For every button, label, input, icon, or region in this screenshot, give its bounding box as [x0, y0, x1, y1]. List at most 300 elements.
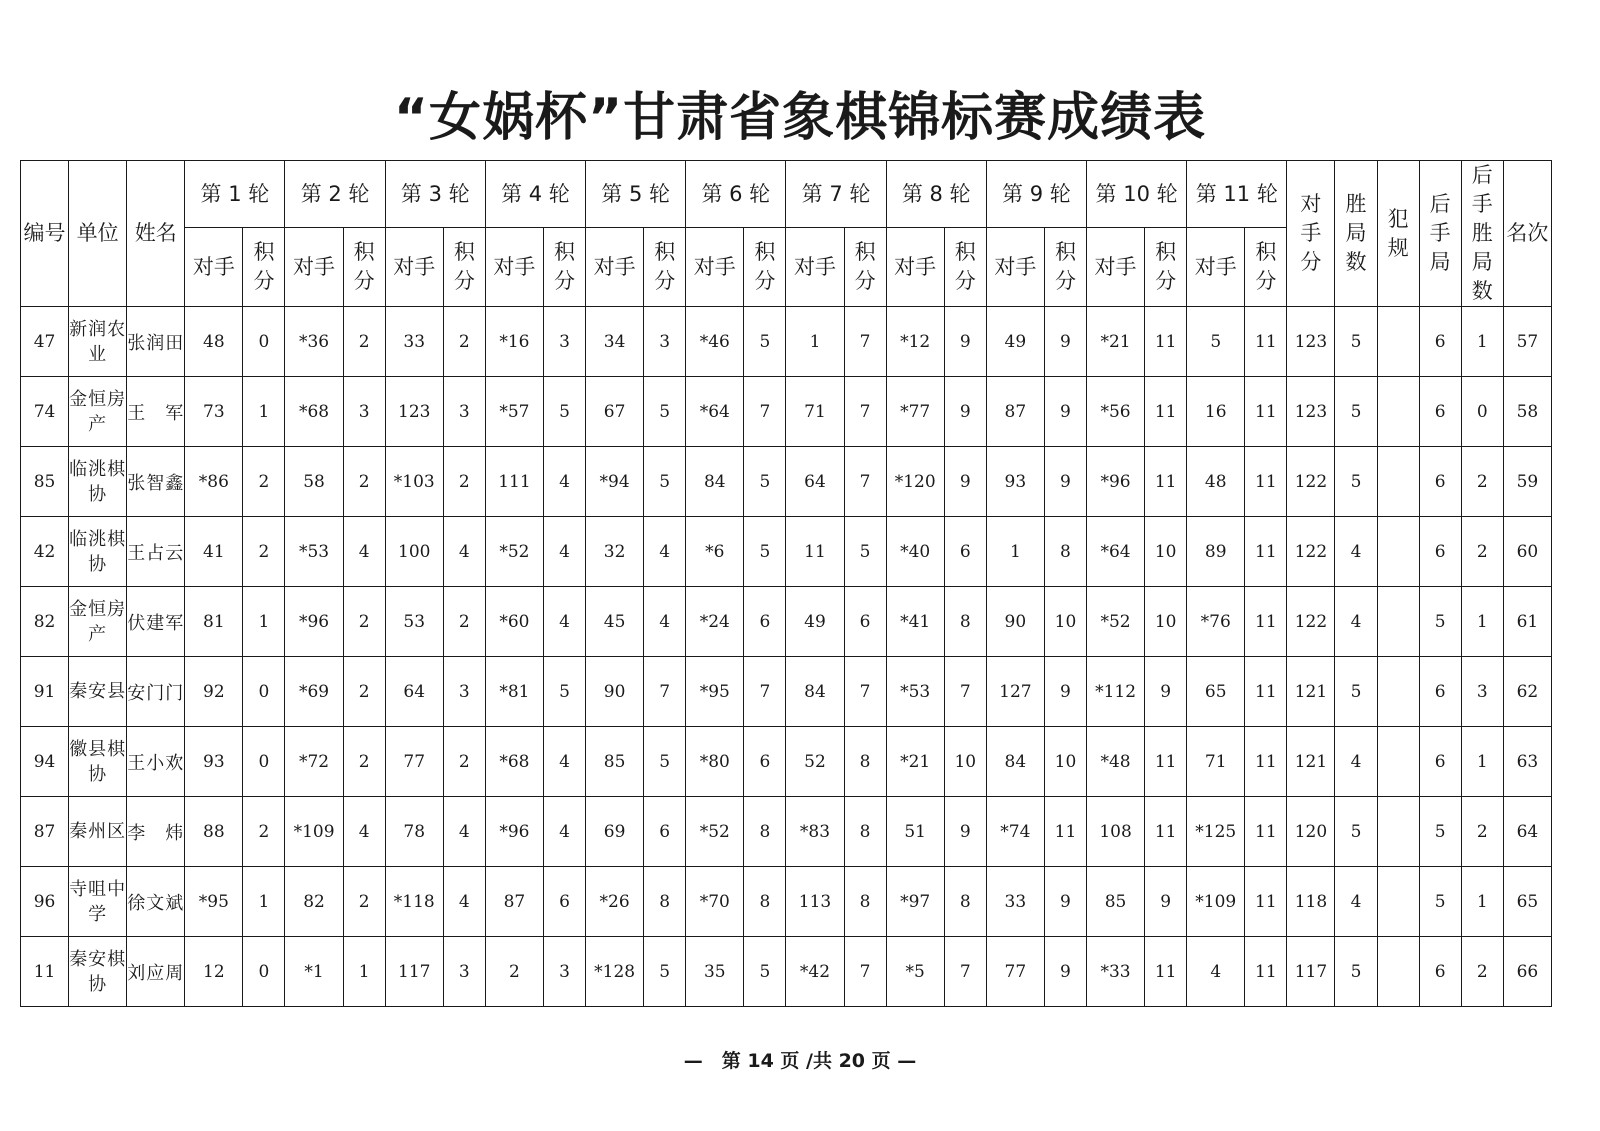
- opp-score: 122: [1287, 447, 1335, 517]
- header-points-label: 积分: [253, 240, 275, 293]
- black-games: 6: [1419, 377, 1461, 447]
- round-8-opponent: *40: [886, 517, 944, 587]
- round-10-opponent: *96: [1086, 447, 1144, 517]
- round-2-points: 2: [343, 587, 385, 657]
- round-8-points: 7: [944, 657, 986, 727]
- round-5-opponent: 69: [586, 797, 644, 867]
- round-6-points: 5: [744, 517, 786, 587]
- header-rank: 名次: [1503, 161, 1551, 307]
- round-10-points: 9: [1145, 867, 1187, 937]
- header-points: [744, 228, 786, 307]
- round-8-points: 9: [944, 377, 986, 447]
- round-9-points: 8: [1044, 517, 1086, 587]
- round-11-points: 11: [1245, 517, 1287, 587]
- header-points-label: 积分: [353, 240, 375, 293]
- round-8-points: 9: [944, 447, 986, 517]
- round-1-opponent: 88: [185, 797, 243, 867]
- table-body: [21, 307, 1552, 1007]
- round-9-points: 10: [1044, 727, 1086, 797]
- header-opponent: 对手: [1187, 228, 1245, 307]
- header-round-6: 第 6 轮: [686, 161, 786, 228]
- header-points-label: 积分: [453, 240, 475, 293]
- player-id: 47: [21, 307, 69, 377]
- header-points: [844, 228, 886, 307]
- header-points-label: 积分: [854, 240, 876, 293]
- round-11-points: 11: [1245, 657, 1287, 727]
- round-10-points: 11: [1145, 797, 1187, 867]
- round-9-opponent: *74: [986, 797, 1044, 867]
- rank: 62: [1503, 657, 1551, 727]
- table-row: [21, 587, 1552, 657]
- round-11-points: 11: [1245, 727, 1287, 797]
- player-id: 82: [21, 587, 69, 657]
- round-3-points: 3: [443, 657, 485, 727]
- round-3-points: 3: [443, 377, 485, 447]
- round-4-opponent: 111: [485, 447, 543, 517]
- fouls: [1377, 517, 1419, 587]
- round-5-points: 3: [644, 307, 686, 377]
- header-points-label: 积分: [1054, 240, 1076, 293]
- header-points: [1245, 228, 1287, 307]
- round-11-opponent: 48: [1187, 447, 1245, 517]
- round-8-opponent: *41: [886, 587, 944, 657]
- header-points: [443, 228, 485, 307]
- round-6-opponent: *70: [686, 867, 744, 937]
- round-6-opponent: *24: [686, 587, 744, 657]
- round-4-opponent: *81: [485, 657, 543, 727]
- round-4-points: 4: [543, 587, 585, 657]
- round-11-opponent: 16: [1187, 377, 1245, 447]
- round-4-points: 5: [543, 657, 585, 727]
- round-1-points: 1: [243, 867, 285, 937]
- fouls: [1377, 727, 1419, 797]
- player-id: 11: [21, 937, 69, 1007]
- black-wins: 3: [1461, 657, 1503, 727]
- header-points-label: 积分: [954, 240, 976, 293]
- round-6-points: 6: [744, 587, 786, 657]
- player-id: 42: [21, 517, 69, 587]
- round-5-opponent: 90: [586, 657, 644, 727]
- rank: 58: [1503, 377, 1551, 447]
- player-unit: 秦安棋协: [69, 937, 127, 1007]
- wins: 5: [1335, 447, 1377, 517]
- round-7-opponent: 71: [786, 377, 844, 447]
- round-1-opponent: 73: [185, 377, 243, 447]
- player-unit: 寺咀中学: [69, 867, 127, 937]
- round-11-opponent: 4: [1187, 937, 1245, 1007]
- round-6-points: 5: [744, 937, 786, 1007]
- round-1-opponent: *86: [185, 447, 243, 517]
- round-3-opponent: 77: [385, 727, 443, 797]
- header-opponent: 对手: [786, 228, 844, 307]
- round-9-points: 9: [1044, 447, 1086, 517]
- round-5-opponent: 45: [586, 587, 644, 657]
- table-row: [21, 447, 1552, 517]
- round-1-opponent: 93: [185, 727, 243, 797]
- header-opp-score-label: 对手分: [1300, 192, 1322, 274]
- round-9-opponent: 84: [986, 727, 1044, 797]
- header-points-label: 积分: [554, 240, 575, 293]
- header-round-11: 第 11 轮: [1187, 161, 1287, 228]
- round-2-points: 2: [343, 447, 385, 517]
- round-9-points: 9: [1044, 867, 1086, 937]
- round-11-points: 11: [1245, 587, 1287, 657]
- round-5-points: 4: [644, 517, 686, 587]
- round-11-opponent: 65: [1187, 657, 1245, 727]
- rank: 66: [1503, 937, 1551, 1007]
- header-id: 编号: [21, 161, 69, 307]
- table-row: [21, 517, 1552, 587]
- table-row: [21, 657, 1552, 727]
- fouls: [1377, 867, 1419, 937]
- fouls: [1377, 447, 1419, 517]
- round-4-opponent: *16: [485, 307, 543, 377]
- round-6-points: 8: [744, 867, 786, 937]
- round-11-points: 11: [1245, 937, 1287, 1007]
- round-11-points: 11: [1245, 377, 1287, 447]
- player-name: 伏建军: [127, 587, 185, 657]
- wins: 4: [1335, 727, 1377, 797]
- wins: 5: [1335, 377, 1377, 447]
- round-8-points: 7: [944, 937, 986, 1007]
- round-2-points: 4: [343, 517, 385, 587]
- round-3-points: 2: [443, 727, 485, 797]
- player-name: 王小欢: [127, 727, 185, 797]
- header-opponent: 对手: [686, 228, 744, 307]
- round-6-points: 8: [744, 797, 786, 867]
- round-3-opponent: 117: [385, 937, 443, 1007]
- round-1-points: 0: [243, 307, 285, 377]
- player-unit: 临洮棋协: [69, 447, 127, 517]
- wins: 5: [1335, 937, 1377, 1007]
- round-1-points: 2: [243, 447, 285, 517]
- header-fouls-label: 犯规: [1387, 206, 1409, 260]
- header-opponent: 对手: [886, 228, 944, 307]
- round-5-opponent: 67: [586, 377, 644, 447]
- opp-score: 122: [1287, 587, 1335, 657]
- player-id: 85: [21, 447, 69, 517]
- round-5-points: 8: [644, 867, 686, 937]
- round-4-points: 5: [543, 377, 585, 447]
- round-6-opponent: *64: [686, 377, 744, 447]
- opp-score: 123: [1287, 307, 1335, 377]
- wins: 5: [1335, 657, 1377, 727]
- round-4-opponent: *52: [485, 517, 543, 587]
- black-wins: 2: [1461, 517, 1503, 587]
- header-round-9: 第 9 轮: [986, 161, 1086, 228]
- black-wins: 1: [1461, 727, 1503, 797]
- round-9-opponent: 127: [986, 657, 1044, 727]
- black-wins: 2: [1461, 797, 1503, 867]
- black-games: 6: [1419, 727, 1461, 797]
- round-4-points: 4: [543, 517, 585, 587]
- header-points-label: 积分: [754, 240, 776, 293]
- round-1-points: 0: [243, 937, 285, 1007]
- round-10-points: 10: [1145, 587, 1187, 657]
- round-9-opponent: 49: [986, 307, 1044, 377]
- round-5-opponent: 34: [586, 307, 644, 377]
- round-2-opponent: *36: [285, 307, 343, 377]
- black-wins: 2: [1461, 447, 1503, 517]
- player-unit: 金恒房产: [69, 587, 127, 657]
- round-3-opponent: *103: [385, 447, 443, 517]
- player-name: 王占云: [127, 517, 185, 587]
- player-unit: 金恒房产: [69, 377, 127, 447]
- page-indicator: — 第 14 页 /共 20 页 —: [683, 1050, 917, 1072]
- round-8-opponent: *120: [886, 447, 944, 517]
- round-6-points: 7: [744, 657, 786, 727]
- round-8-points: 9: [944, 797, 986, 867]
- round-2-points: 3: [343, 377, 385, 447]
- opp-score: 117: [1287, 937, 1335, 1007]
- round-10-points: 10: [1145, 517, 1187, 587]
- round-5-points: 5: [644, 447, 686, 517]
- round-2-opponent: 82: [285, 867, 343, 937]
- player-id: 87: [21, 797, 69, 867]
- round-7-opponent: *42: [786, 937, 844, 1007]
- black-wins: 1: [1461, 307, 1503, 377]
- round-4-points: 3: [543, 937, 585, 1007]
- header-opponent: 对手: [285, 228, 343, 307]
- round-7-opponent: 113: [786, 867, 844, 937]
- round-8-points: 10: [944, 727, 986, 797]
- round-7-points: 8: [844, 727, 886, 797]
- round-9-opponent: 77: [986, 937, 1044, 1007]
- player-name: 王 军: [127, 377, 185, 447]
- round-4-points: 3: [543, 307, 585, 377]
- round-9-opponent: 87: [986, 377, 1044, 447]
- round-10-points: 11: [1145, 307, 1187, 377]
- rank: 57: [1503, 307, 1551, 377]
- black-games: 6: [1419, 517, 1461, 587]
- round-8-opponent: *53: [886, 657, 944, 727]
- header-points-label: 积分: [1155, 240, 1177, 293]
- round-11-opponent: *76: [1187, 587, 1245, 657]
- round-2-points: 2: [343, 867, 385, 937]
- round-2-points: 1: [343, 937, 385, 1007]
- table-row: [21, 937, 1552, 1007]
- round-7-points: 8: [844, 797, 886, 867]
- fouls: [1377, 937, 1419, 1007]
- header-wins-label: 胜局数: [1345, 192, 1367, 274]
- player-name: 张润田: [127, 307, 185, 377]
- rank: 59: [1503, 447, 1551, 517]
- round-11-points: 11: [1245, 867, 1287, 937]
- round-5-opponent: 32: [586, 517, 644, 587]
- round-5-points: 6: [644, 797, 686, 867]
- round-1-opponent: 81: [185, 587, 243, 657]
- round-7-opponent: 11: [786, 517, 844, 587]
- player-unit: 临洮棋协: [69, 517, 127, 587]
- header-opponent: 对手: [485, 228, 543, 307]
- round-2-opponent: *68: [285, 377, 343, 447]
- round-2-opponent: *69: [285, 657, 343, 727]
- round-3-points: 2: [443, 447, 485, 517]
- round-6-opponent: *95: [686, 657, 744, 727]
- round-8-opponent: *97: [886, 867, 944, 937]
- round-1-opponent: 48: [185, 307, 243, 377]
- header-wins: [1335, 161, 1377, 307]
- black-games: 5: [1419, 587, 1461, 657]
- round-7-opponent: *83: [786, 797, 844, 867]
- round-10-points: 11: [1145, 447, 1187, 517]
- round-7-opponent: 52: [786, 727, 844, 797]
- round-5-points: 4: [644, 587, 686, 657]
- table-header: [21, 161, 1552, 307]
- round-1-points: 1: [243, 377, 285, 447]
- round-3-opponent: 53: [385, 587, 443, 657]
- round-3-opponent: *118: [385, 867, 443, 937]
- round-10-points: 11: [1145, 727, 1187, 797]
- round-2-opponent: 58: [285, 447, 343, 517]
- round-2-points: 2: [343, 307, 385, 377]
- header-black-games-label: 后手局: [1429, 192, 1451, 274]
- round-9-opponent: 93: [986, 447, 1044, 517]
- round-4-opponent: 87: [485, 867, 543, 937]
- black-games: 5: [1419, 797, 1461, 867]
- round-9-points: 11: [1044, 797, 1086, 867]
- round-3-opponent: 100: [385, 517, 443, 587]
- header-opp-score: [1287, 161, 1335, 307]
- round-7-points: 8: [844, 867, 886, 937]
- fouls: [1377, 797, 1419, 867]
- round-10-opponent: *112: [1086, 657, 1144, 727]
- opp-score: 121: [1287, 657, 1335, 727]
- round-10-opponent: *56: [1086, 377, 1144, 447]
- header-points-label: 积分: [1255, 240, 1277, 293]
- round-1-points: 2: [243, 797, 285, 867]
- header-points: [343, 228, 385, 307]
- round-2-opponent: *53: [285, 517, 343, 587]
- round-3-opponent: 123: [385, 377, 443, 447]
- round-6-opponent: *52: [686, 797, 744, 867]
- round-8-opponent: *5: [886, 937, 944, 1007]
- player-unit: 秦安县: [69, 657, 127, 727]
- round-11-opponent: 5: [1187, 307, 1245, 377]
- round-8-points: 6: [944, 517, 986, 587]
- black-games: 6: [1419, 447, 1461, 517]
- round-11-opponent: *125: [1187, 797, 1245, 867]
- round-7-points: 7: [844, 447, 886, 517]
- round-5-points: 5: [644, 377, 686, 447]
- round-4-opponent: *60: [485, 587, 543, 657]
- round-7-points: 7: [844, 937, 886, 1007]
- round-7-points: 5: [844, 517, 886, 587]
- table-row: [21, 377, 1552, 447]
- round-11-opponent: 71: [1187, 727, 1245, 797]
- black-games: 6: [1419, 307, 1461, 377]
- round-4-points: 6: [543, 867, 585, 937]
- round-10-opponent: *48: [1086, 727, 1144, 797]
- wins: 5: [1335, 797, 1377, 867]
- black-games: 5: [1419, 867, 1461, 937]
- header-points-label: 积分: [654, 240, 676, 293]
- round-9-points: 9: [1044, 657, 1086, 727]
- player-name: 安门门: [127, 657, 185, 727]
- rank: 64: [1503, 797, 1551, 867]
- round-3-opponent: 64: [385, 657, 443, 727]
- round-10-opponent: *64: [1086, 517, 1144, 587]
- fouls: [1377, 377, 1419, 447]
- opp-score: 121: [1287, 727, 1335, 797]
- round-9-opponent: 33: [986, 867, 1044, 937]
- round-7-points: 7: [844, 307, 886, 377]
- round-7-opponent: 49: [786, 587, 844, 657]
- header-name: 姓名: [127, 161, 185, 307]
- player-name: 李 炜: [127, 797, 185, 867]
- header-black-wins: [1461, 161, 1503, 307]
- round-4-points: 4: [543, 447, 585, 517]
- header-points: [944, 228, 986, 307]
- header-points: [543, 228, 585, 307]
- opp-score: 123: [1287, 377, 1335, 447]
- player-name: 刘应周: [127, 937, 185, 1007]
- black-wins: 0: [1461, 377, 1503, 447]
- round-9-points: 9: [1044, 377, 1086, 447]
- header-unit: 单位: [69, 161, 127, 307]
- round-2-points: 2: [343, 727, 385, 797]
- header-opponent: 对手: [586, 228, 644, 307]
- round-5-points: 5: [644, 937, 686, 1007]
- round-9-points: 10: [1044, 587, 1086, 657]
- table-row: [21, 867, 1552, 937]
- round-4-opponent: *96: [485, 797, 543, 867]
- round-1-points: 0: [243, 727, 285, 797]
- rank: 61: [1503, 587, 1551, 657]
- black-games: 6: [1419, 657, 1461, 727]
- round-2-opponent: *96: [285, 587, 343, 657]
- header-round-5: 第 5 轮: [586, 161, 686, 228]
- player-unit: 徽县棋协: [69, 727, 127, 797]
- round-3-opponent: 33: [385, 307, 443, 377]
- player-name: 徐文斌: [127, 867, 185, 937]
- round-6-points: 7: [744, 377, 786, 447]
- round-2-points: 4: [343, 797, 385, 867]
- round-10-opponent: *21: [1086, 307, 1144, 377]
- round-1-opponent: *95: [185, 867, 243, 937]
- header-round-3: 第 3 轮: [385, 161, 485, 228]
- round-7-points: 7: [844, 657, 886, 727]
- round-5-points: 7: [644, 657, 686, 727]
- round-6-opponent: 84: [686, 447, 744, 517]
- round-9-opponent: 90: [986, 587, 1044, 657]
- header-round-10: 第 10 轮: [1086, 161, 1186, 228]
- fouls: [1377, 587, 1419, 657]
- rank: 60: [1503, 517, 1551, 587]
- round-6-points: 5: [744, 307, 786, 377]
- header-points: [1145, 228, 1187, 307]
- header-fouls: [1377, 161, 1419, 307]
- header-opponent: 对手: [1086, 228, 1144, 307]
- round-1-points: 2: [243, 517, 285, 587]
- header-round-1: 第 1 轮: [185, 161, 285, 228]
- round-8-points: 9: [944, 307, 986, 377]
- black-wins: 2: [1461, 937, 1503, 1007]
- round-6-points: 5: [744, 447, 786, 517]
- round-8-points: 8: [944, 867, 986, 937]
- round-7-opponent: 64: [786, 447, 844, 517]
- page-title: “女娲杯”甘肃省象棋锦标赛成绩表: [393, 88, 1207, 148]
- header-points: [644, 228, 686, 307]
- round-1-points: 1: [243, 587, 285, 657]
- wins: 4: [1335, 587, 1377, 657]
- round-9-points: 9: [1044, 937, 1086, 1007]
- fouls: [1377, 307, 1419, 377]
- round-6-opponent: *46: [686, 307, 744, 377]
- round-5-opponent: *94: [586, 447, 644, 517]
- player-unit: 秦州区: [69, 797, 127, 867]
- header-black-games: [1419, 161, 1461, 307]
